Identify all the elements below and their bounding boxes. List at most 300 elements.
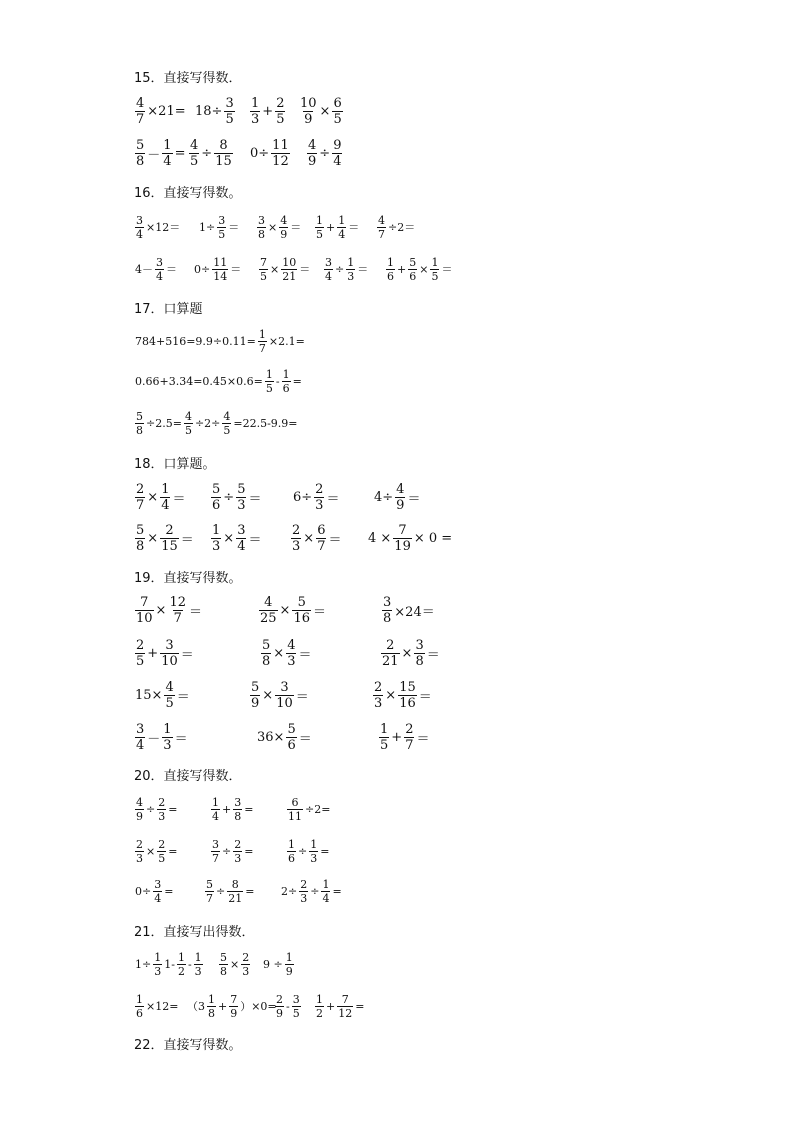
operator-text: 1÷ <box>135 957 152 971</box>
numerator: 2 <box>158 795 166 809</box>
numerator: 5 <box>136 137 145 153</box>
fraction <box>168 596 187 625</box>
operator-text: × <box>279 602 291 618</box>
denominator: 6 <box>136 1006 143 1020</box>
numerator: 2 <box>136 837 143 851</box>
math-problem <box>258 246 311 292</box>
fraction <box>157 797 166 822</box>
numerator: 4 <box>287 637 296 653</box>
operator-text: ＝ <box>248 532 262 548</box>
operator-text: ＝ <box>176 689 190 705</box>
operator-text: ÷2＝ <box>388 221 416 234</box>
math-problem <box>134 587 203 633</box>
numerator: 4 <box>396 481 405 497</box>
operator-text: ＝ <box>298 647 312 663</box>
denominator: 5 <box>265 381 273 395</box>
operator-text: - <box>187 957 192 971</box>
denominator: 6 <box>387 269 394 283</box>
denominator: 5 <box>184 423 192 437</box>
operator-text: ＝ <box>357 263 369 276</box>
math-problem <box>134 714 189 760</box>
operator-text: = <box>245 884 255 898</box>
numerator: 2 <box>158 837 166 851</box>
denominator: 5 <box>380 737 389 753</box>
denominator: 3 <box>237 497 246 513</box>
math-problem <box>258 587 327 633</box>
problem-row <box>0 714 794 760</box>
operator-text: ×12= <box>146 999 179 1013</box>
fraction <box>135 994 144 1019</box>
fraction <box>332 97 342 126</box>
operator-text: + <box>326 220 336 234</box>
operator-text: ÷ <box>222 844 232 858</box>
numerator: 1 <box>163 137 172 153</box>
numerator: 1 <box>310 837 318 851</box>
operator-text: 0÷ <box>194 262 211 276</box>
fraction <box>162 139 172 168</box>
operator-text: 4 × <box>368 530 392 546</box>
numerator: 3 <box>234 795 242 809</box>
operator-text: × <box>262 687 274 703</box>
numerator: 7 <box>341 992 349 1006</box>
denominator: 5 <box>165 695 174 711</box>
fraction <box>211 524 221 553</box>
numerator: 4 <box>378 213 385 227</box>
numerator: 1 <box>177 950 185 964</box>
math-problem <box>323 246 369 292</box>
fraction <box>337 215 346 240</box>
numerator: 2 <box>242 950 250 964</box>
fraction <box>135 524 145 553</box>
numerator: 3 <box>258 213 265 227</box>
numerator: 6 <box>333 95 342 111</box>
numerator: 2 <box>136 481 145 497</box>
operator-text: 18÷ <box>195 103 223 119</box>
denominator: 5 <box>431 269 439 283</box>
math-problem <box>314 204 360 250</box>
numerator: 3 <box>156 255 163 269</box>
fraction <box>135 797 144 822</box>
denominator: 25 <box>260 610 277 626</box>
denominator: 3 <box>242 964 250 978</box>
operator-text: + <box>147 645 159 661</box>
fraction <box>287 839 296 864</box>
problem-row <box>0 515 794 561</box>
fraction <box>184 411 193 436</box>
numerator: 1 <box>154 950 162 964</box>
numerator: 9 <box>333 137 342 153</box>
operator-text: = <box>320 844 330 858</box>
numerator: 4 <box>136 95 145 111</box>
math-problem <box>314 983 365 1029</box>
numerator: 1 <box>347 255 355 269</box>
problem-row <box>0 868 794 914</box>
math-problem <box>134 786 178 832</box>
operator-text: × 0 = <box>413 530 453 546</box>
math-problem <box>186 983 278 1029</box>
fraction <box>135 97 145 126</box>
fraction <box>275 681 294 710</box>
numerator: 1 <box>258 327 266 341</box>
math-problem <box>249 672 310 718</box>
operator-text: ＝ <box>166 263 177 276</box>
denominator: 10 <box>136 610 153 626</box>
operator-text: ＝ <box>180 647 194 663</box>
fraction <box>261 639 271 668</box>
operator-text: = <box>244 802 254 816</box>
math-problem <box>249 130 291 176</box>
section-heading: 17．口算题 <box>134 302 203 317</box>
fraction <box>233 839 242 864</box>
fraction <box>259 596 278 625</box>
math-problem <box>134 672 191 718</box>
numerator: 3 <box>383 594 392 610</box>
math-problem <box>249 88 286 134</box>
fraction <box>286 639 296 668</box>
operator-text: ÷ <box>298 844 308 858</box>
fraction <box>212 257 228 282</box>
operator-text: ＝ <box>230 263 242 276</box>
operator-text: + <box>391 729 403 745</box>
operator-text: + <box>218 999 228 1013</box>
operator-text: = <box>332 884 342 898</box>
fraction <box>236 524 246 553</box>
operator-text: × <box>273 645 285 661</box>
numerator: 3 <box>212 837 219 851</box>
operator-text: ＝ <box>299 263 311 276</box>
fraction <box>430 257 439 282</box>
operator-text: ＝ <box>326 491 340 507</box>
denominator: 3 <box>374 695 383 711</box>
problem-row <box>0 941 794 987</box>
operator-text: = <box>174 145 186 161</box>
numerator: 2 <box>276 992 283 1006</box>
numerator: 1 <box>322 877 330 891</box>
fraction <box>135 639 145 668</box>
operator-text: ÷ <box>335 262 345 276</box>
fraction <box>257 215 266 240</box>
operator-text: + <box>262 103 274 119</box>
numerator: 5 <box>237 481 246 497</box>
numerator: 4 <box>223 409 231 423</box>
fraction <box>286 723 296 752</box>
problem-row <box>0 130 794 176</box>
fraction <box>398 681 417 710</box>
fraction <box>265 369 274 394</box>
problem-row <box>0 983 794 1029</box>
denominator: 12 <box>338 1006 353 1020</box>
denominator: 5 <box>223 423 231 437</box>
denominator: 5 <box>276 111 285 127</box>
operator-text: ＝ <box>441 263 453 276</box>
operator-text: ÷2.5= <box>146 416 182 430</box>
numerator: 1 <box>265 367 273 381</box>
denominator: 5 <box>333 111 342 127</box>
numerator: 2 <box>386 637 395 653</box>
fraction <box>135 411 144 436</box>
numerator: 8 <box>231 877 239 891</box>
denominator: 3 <box>154 964 162 978</box>
denominator: 8 <box>208 1006 215 1020</box>
fraction <box>314 483 324 512</box>
operator-text: × <box>319 103 331 119</box>
denominator: 9 <box>136 809 143 823</box>
math-problem <box>134 868 174 914</box>
fraction <box>321 879 330 904</box>
numerator: 1 <box>285 950 293 964</box>
denominator: 4 <box>136 737 145 753</box>
denominator: 8 <box>262 653 271 669</box>
section-heading: 20．直接写得数． <box>134 769 242 784</box>
fraction <box>227 879 243 904</box>
numerator: 5 <box>206 877 213 891</box>
denominator: 2 <box>316 1006 323 1020</box>
fraction <box>309 839 318 864</box>
denominator: 2 <box>177 964 185 978</box>
operator-text: ÷ <box>319 145 331 161</box>
fraction <box>153 952 162 977</box>
fraction <box>135 215 144 240</box>
denominator: 9 <box>396 497 405 513</box>
operator-text: - <box>286 999 290 1013</box>
fraction <box>135 596 154 625</box>
fraction <box>162 723 172 752</box>
math-problem <box>306 130 343 176</box>
operator-text: × <box>268 220 278 234</box>
math-problem <box>134 400 299 446</box>
operator-text: ＝ <box>290 221 302 234</box>
numerator: 1 <box>251 95 260 111</box>
operator-text: ＝ <box>418 689 432 705</box>
denominator: 10 <box>161 653 178 669</box>
operator-text: × <box>223 530 235 546</box>
numerator: 8 <box>219 137 228 153</box>
operator-text: ×12＝ <box>146 221 181 234</box>
math-problem <box>210 474 262 520</box>
fraction <box>153 879 162 904</box>
operator-text: ÷ <box>216 884 226 898</box>
numerator: 4 <box>184 409 192 423</box>
math-problem <box>290 515 342 561</box>
math-problem <box>373 474 421 520</box>
numerator: 3 <box>218 213 226 227</box>
fraction <box>324 257 333 282</box>
numerator: 5 <box>251 679 260 695</box>
math-problem <box>262 941 295 987</box>
math-problem <box>256 714 313 760</box>
math-problem <box>204 868 255 914</box>
operator-text: 9 ÷ <box>263 957 283 971</box>
operator-text: ÷ <box>223 489 235 505</box>
numerator: 2 <box>292 522 301 538</box>
denominator: 3 <box>347 269 355 283</box>
denominator: 21 <box>382 653 399 669</box>
numerator: 1 <box>194 950 202 964</box>
operator-text: － <box>147 147 161 163</box>
math-problem <box>381 587 436 633</box>
fraction <box>135 139 145 168</box>
section-heading: 15．直接写得数． <box>134 71 242 86</box>
numerator: 3 <box>415 637 424 653</box>
denominator: 21 <box>282 269 297 283</box>
section-heading: 18．口算题。 <box>134 457 216 472</box>
fraction <box>404 723 414 752</box>
denominator: 3 <box>158 809 166 823</box>
fraction <box>164 681 174 710</box>
fraction <box>194 952 203 977</box>
denominator: 15 <box>215 153 232 169</box>
denominator: 6 <box>212 497 221 513</box>
fraction <box>214 139 233 168</box>
denominator: 9 <box>276 1006 283 1020</box>
operator-text: × <box>155 602 167 618</box>
math-problem <box>256 204 302 250</box>
operator-text: ＝ <box>180 532 194 548</box>
numerator: 2 <box>405 721 414 737</box>
numerator: 1 <box>387 255 394 269</box>
fraction <box>373 681 383 710</box>
denominator: 3 <box>163 737 172 753</box>
math-problem <box>378 714 430 760</box>
numerator: 1 <box>338 213 346 227</box>
fraction <box>292 994 301 1019</box>
operator-text: ＝ <box>248 491 262 507</box>
fraction <box>275 97 285 126</box>
fraction <box>224 97 234 126</box>
operator-text: × <box>230 957 240 971</box>
fraction <box>241 952 250 977</box>
fraction <box>393 524 412 553</box>
fraction <box>337 994 353 1019</box>
numerator: 1 <box>161 481 170 497</box>
numerator: 5 <box>297 594 306 610</box>
numerator: 1 <box>316 992 323 1006</box>
denominator: 5 <box>260 269 267 283</box>
fraction <box>155 257 164 282</box>
fraction <box>205 879 214 904</box>
denominator: 4 <box>333 153 342 169</box>
numerator: 10 <box>300 95 317 111</box>
fraction <box>135 483 145 512</box>
denominator: 5 <box>190 153 199 169</box>
fraction <box>135 723 145 752</box>
numerator: 3 <box>225 95 234 111</box>
math-problem <box>376 204 416 250</box>
fraction <box>346 257 355 282</box>
denominator: 8 <box>383 610 392 626</box>
denominator: 14 <box>213 269 228 283</box>
math-problem <box>286 786 331 832</box>
denominator: 3 <box>315 497 324 513</box>
fraction <box>408 257 417 282</box>
denominator: 8 <box>258 227 265 241</box>
fraction <box>222 411 231 436</box>
fraction <box>217 215 226 240</box>
math-problem <box>218 941 251 987</box>
operator-text: + <box>397 262 407 276</box>
fraction <box>307 139 317 168</box>
operator-text: 1÷ <box>199 220 216 234</box>
math-problem <box>188 130 234 176</box>
operator-text: ＝ <box>174 731 188 747</box>
operator-text: = <box>168 844 178 858</box>
operator-text: × <box>401 645 413 661</box>
problem-row <box>0 786 794 832</box>
numerator: 7 <box>230 992 238 1006</box>
numerator: 5 <box>220 950 227 964</box>
denominator: 5 <box>136 653 145 669</box>
denominator: 4 <box>163 153 172 169</box>
math-problem <box>280 868 343 914</box>
numerator: 5 <box>287 721 296 737</box>
denominator: 4 <box>325 269 332 283</box>
fraction <box>379 723 389 752</box>
fraction <box>233 797 242 822</box>
numerator: 1 <box>212 795 219 809</box>
operator-text: × <box>147 489 159 505</box>
operator-text: 4－ <box>135 263 153 276</box>
numerator: 11 <box>213 255 228 269</box>
denominator: 4 <box>161 497 170 513</box>
numerator: 1 <box>136 992 143 1006</box>
fraction <box>157 839 166 864</box>
fraction <box>160 524 179 553</box>
problem-row <box>0 587 794 633</box>
fraction <box>292 596 311 625</box>
denominator: 6 <box>282 381 290 395</box>
denominator: 3 <box>136 851 143 865</box>
denominator: 11 <box>288 809 302 823</box>
denominator: 8 <box>136 538 145 554</box>
operator-text: ÷ <box>146 802 156 816</box>
operator-text: ＝ <box>298 731 312 747</box>
operator-text: + <box>326 999 336 1013</box>
math-problem <box>134 88 187 134</box>
math-problem <box>134 358 303 404</box>
denominator: 3 <box>292 538 301 554</box>
operator-text: ×2.1= <box>268 334 305 348</box>
denominator: 21 <box>228 891 243 905</box>
numerator: 5 <box>136 522 145 538</box>
operator-text: 6÷ <box>293 489 313 505</box>
math-problem <box>134 204 181 250</box>
math-problem <box>210 786 254 832</box>
denominator: 10 <box>276 695 293 711</box>
operator-text: ＝ <box>407 491 421 507</box>
math-problem <box>193 246 242 292</box>
numerator: 6 <box>317 522 326 538</box>
fraction <box>211 483 221 512</box>
numerator: 4 <box>280 213 288 227</box>
operator-text: ＝ <box>416 731 430 747</box>
denominator: 6 <box>409 269 417 283</box>
fraction <box>315 215 324 240</box>
numerator: 5 <box>262 637 271 653</box>
denominator: 5 <box>316 227 323 241</box>
operator-text: 15× <box>135 687 163 703</box>
operator-text: = <box>292 374 302 388</box>
operator-text: = <box>244 844 254 858</box>
fraction <box>207 994 216 1019</box>
denominator: 4 <box>156 269 163 283</box>
denominator: 4 <box>212 809 219 823</box>
denominator: 7 <box>136 497 145 513</box>
numerator: 4 <box>264 594 273 610</box>
numerator: 3 <box>325 255 332 269</box>
numerator: 2 <box>234 837 242 851</box>
fraction <box>279 215 288 240</box>
fraction <box>275 994 284 1019</box>
